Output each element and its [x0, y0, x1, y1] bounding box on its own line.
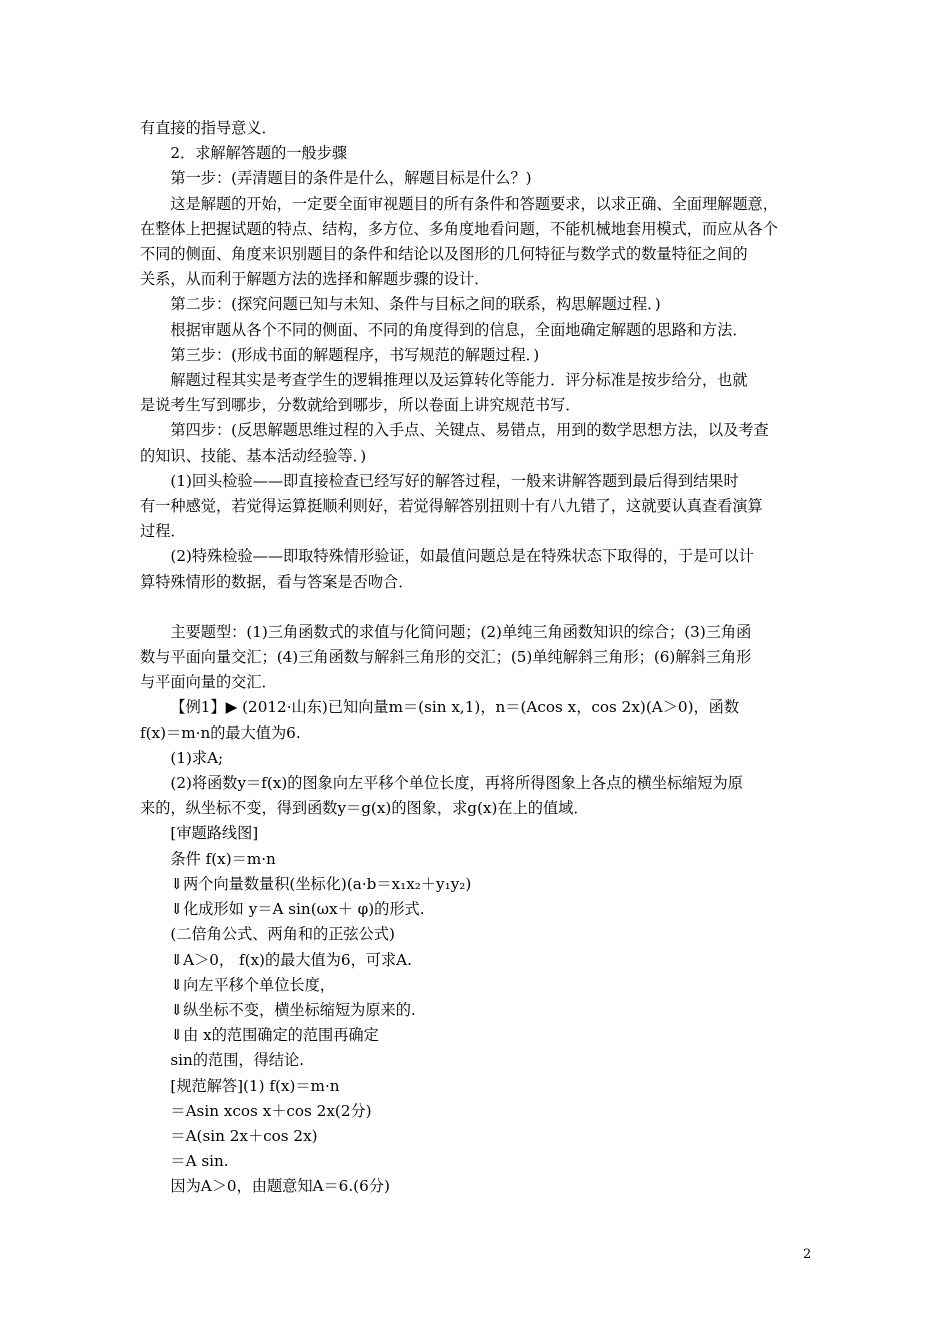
text-line: [审题路线图] — [170, 824, 259, 843]
page-number: 2 — [803, 1247, 812, 1262]
text-line: 2．求解解答题的一般步骤 — [170, 144, 348, 163]
text-line: 第一步：(弄清题目的条件是什么，解题目标是什么？) — [170, 169, 532, 188]
text-line: ＝A(sin 2x＋cos 2x) — [170, 1126, 318, 1145]
text-line: 根据审题从各个不同的侧面、不同的角度得到的信息，全面地确定解题的思路和方法． — [170, 320, 748, 339]
text-line: 【例1】▶ (2012·山东)已知向量m＝(sin x,1)，n＝(Acos x，cos 2x)(A＞0)，函数 — [170, 698, 740, 717]
text-line: (1)求A; — [170, 748, 224, 767]
text-line: 条件 f(x)＝m·n — [170, 849, 276, 868]
paragraph-gap — [140, 595, 820, 620]
text-line: 在整体上把握试题的特点、结构，多方位、多角度地看问题，不能机械地套用模式，而应从各个 — [140, 219, 778, 238]
text-line: 这是解题的开始，一定要全面审视题目的所有条件和答题要求，以求正确、全面理解题意， — [170, 194, 778, 213]
text-line: 解题过程其实是考查学生的逻辑推理以及运算转化等能力．评分标准是按步给分，也就 — [170, 371, 748, 390]
text-line: [规范解答](1) f(x)＝m·n — [170, 1076, 340, 1095]
text-line: ⇓化成形如 y＝A sin(ωx＋ φ)的形式. — [170, 900, 425, 919]
text-line: ⇓纵坐标不变，横坐标缩短为原来的. — [170, 1000, 416, 1019]
text-line: ＝A sin. — [170, 1152, 229, 1171]
text-line: 过程． — [140, 522, 186, 541]
text-line: 与平面向量的交汇． — [140, 673, 277, 692]
text-line: 算特殊情形的数据，看与答案是否吻合． — [140, 572, 414, 591]
text-line: ⇓由 x的范围确定的范围再确定 — [170, 1026, 379, 1045]
text-line: ⇓向左平移个单位长度， — [170, 975, 335, 994]
text-line: ＝Asin xcos x＋cos 2x(2分) — [170, 1101, 372, 1120]
text-line: f(x)＝m·n的最大值为6. — [140, 723, 301, 742]
text-line: ⇓两个向量数量积(坐标化)(a·b＝x₁x₂＋y₁y₂) — [170, 874, 472, 893]
text-line: 的知识、技能、基本活动经验等．) — [140, 446, 367, 465]
text-line: (1)回头检验——即直接检查已经写好的解答过程，一般来讲解答题到最后得到结果时 — [170, 471, 739, 490]
text-line: 有直接的指导意义． — [140, 119, 277, 137]
text-line: (2)特殊检验——即取特殊情形验证，如最值问题总是在特殊状态下取得的，于是可以计 — [170, 547, 754, 566]
text-line: ⇓A＞0， f(x)的最大值为6，可求A. — [170, 950, 412, 969]
text-line: 第二步：(探究问题已知与未知、条件与目标之间的联系，构思解题过程．) — [170, 295, 661, 314]
text-line: 是说考生写到哪步，分数就给到哪步，所以卷面上讲究规范书写． — [140, 396, 581, 415]
text-line: 数与平面向量交汇；(4)三角函数与解斜三角形的交汇；(5)单纯解斜三角形；(6)解斜三角形 — [140, 648, 752, 667]
text-line: sin的范围，得结论. — [170, 1051, 304, 1070]
text-line: (2)将函数y＝f(x)的图象向左平移个单位长度，再将所得图象上各点的横坐标缩短为原 — [170, 774, 743, 793]
text-line: 第四步：(反思解题思维过程的入手点、关键点、易错点，用到的数学思想方法，以及考查 — [170, 421, 769, 440]
text-line: 来的，纵坐标不变，得到函数y＝g(x)的图象，求g(x)在上的值域． — [140, 799, 589, 818]
text-line: 不同的侧面、角度来识别题目的条件和结论以及图形的几何特征与数学式的数量特征之间的 — [140, 245, 748, 264]
text-line: 有一种感觉，若觉得运算挺顺利则好，若觉得解答别扭则十有八九错了，这就要认真查看演算 — [140, 497, 763, 516]
document-body — [140, 116, 820, 1200]
text-line: 因为A＞0，由题意知A＝6.(6分) — [170, 1177, 390, 1196]
text-line: 第三步：(形成书面的解题程序，书写规范的解题过程．) — [170, 345, 540, 364]
text-line: 主要题型：(1)三角函数式的求值与化简问题；(2)单纯三角函数知识的综合；(3)三角函 — [170, 622, 752, 641]
text-line: 关系，从而利于解题方法的选择和解题步骤的设计． — [140, 270, 490, 289]
text-line: (二倍角公式、两角和的正弦公式) — [170, 925, 395, 944]
